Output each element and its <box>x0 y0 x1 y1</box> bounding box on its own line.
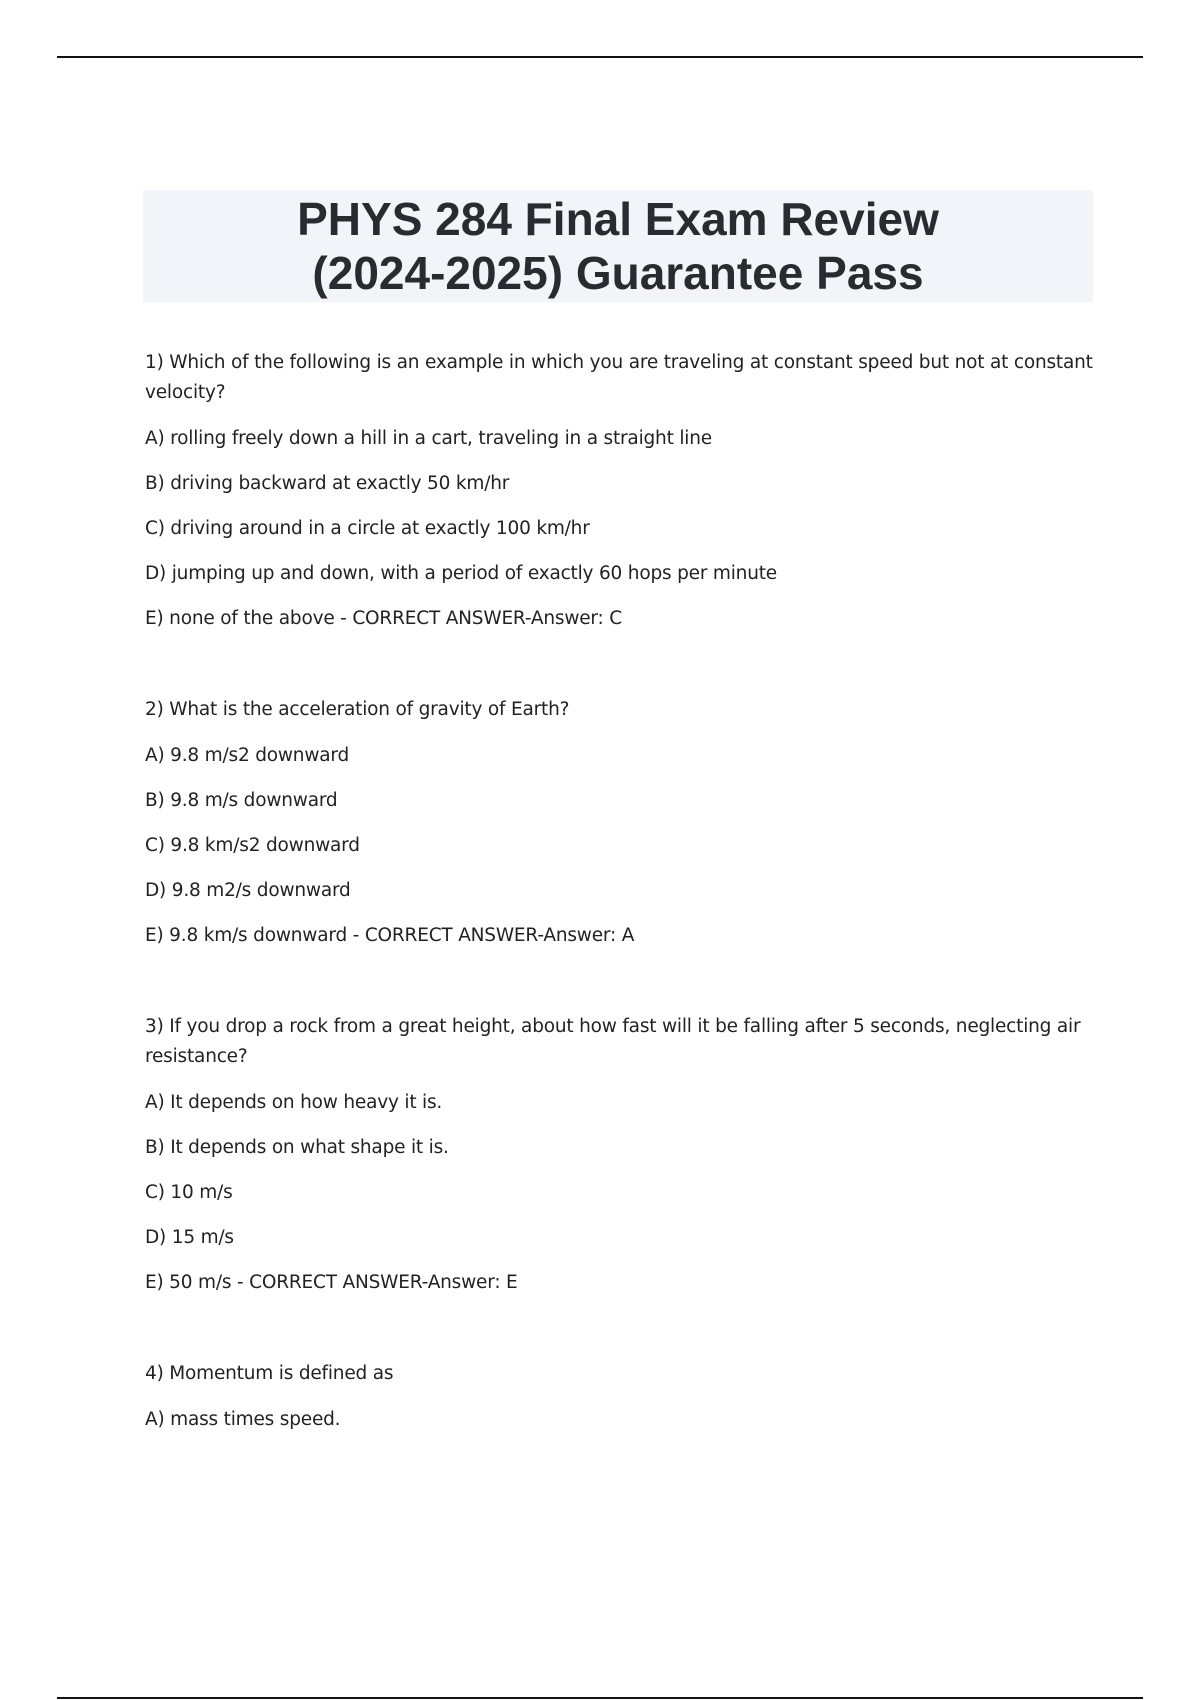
answer-option: A) rolling freely down a hill in a cart, traveling in a straight line <box>145 428 712 449</box>
answer-option-with-key: E) none of the above - CORRECT ANSWER-Answer: C <box>145 608 622 629</box>
answer-option: D) jumping up and down, with a period of exactly 60 hops per minute <box>145 563 777 584</box>
question-spacer <box>145 1313 1095 1359</box>
answer-option: C) 9.8 km/s2 downward <box>145 835 360 856</box>
answer-option: A) It depends on how heavy it is. <box>145 1092 443 1113</box>
answer-option: D) 15 m/s <box>145 1227 234 1248</box>
question-1 <box>145 348 1095 633</box>
answer-option: B) It depends on what shape it is. <box>145 1137 449 1158</box>
footer-rule <box>57 1697 1143 1699</box>
question-stem: 3) If you drop a rock from a great height, about how fast will it be falling after 5 seconds, neglecting air resistance? <box>145 1016 1081 1067</box>
answer-option-with-key: E) 9.8 km/s downward - CORRECT ANSWER-Answer: A <box>145 925 635 946</box>
answer-option: C) driving around in a circle at exactly 100 km/hr <box>145 518 590 539</box>
question-stem: 4) Momentum is defined as <box>145 1363 394 1384</box>
question-stem: 2) What is the acceleration of gravity of Earth? <box>145 699 570 720</box>
answer-option: A) mass times speed. <box>145 1409 341 1430</box>
answer-option-with-key: E) 50 m/s - CORRECT ANSWER-Answer: E <box>145 1272 518 1293</box>
question-2 <box>145 695 1095 950</box>
question-stem: 1) Which of the following is an example in which you are traveling at constant speed but not at constant velocity? <box>145 352 1093 403</box>
answer-option: D) 9.8 m2/s downward <box>145 880 351 901</box>
question-3 <box>145 1012 1095 1297</box>
document-title-line-1: PHYS 284 Final Exam Review <box>297 193 939 245</box>
question-spacer <box>145 649 1095 695</box>
question-list <box>145 348 1095 1450</box>
header-rule <box>57 56 1143 58</box>
answer-option: C) 10 m/s <box>145 1182 233 1203</box>
answer-option: B) driving backward at exactly 50 km/hr <box>145 473 510 494</box>
answer-option: B) 9.8 m/s downward <box>145 790 338 811</box>
title-banner <box>143 190 1093 302</box>
question-4 <box>145 1359 1095 1434</box>
answer-option: A) 9.8 m/s2 downward <box>145 745 350 766</box>
document-title-line-2: (2024-2025) Guarantee Pass <box>312 247 924 299</box>
question-spacer <box>145 966 1095 1012</box>
